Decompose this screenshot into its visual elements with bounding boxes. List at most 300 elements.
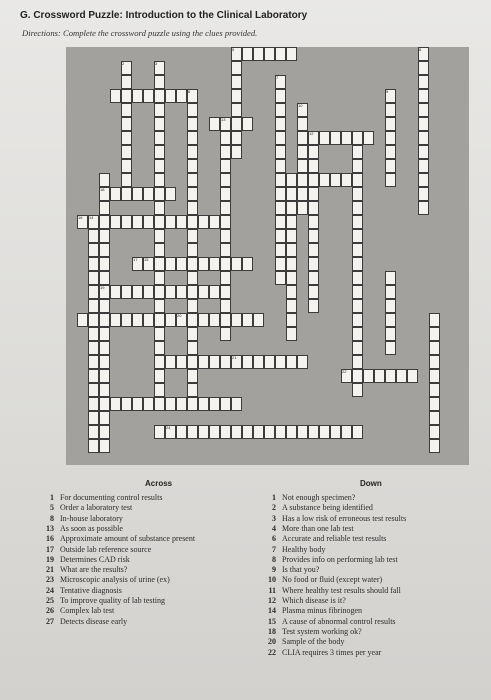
grid-cell[interactable] xyxy=(231,117,242,131)
grid-cell[interactable] xyxy=(121,313,132,327)
grid-cell[interactable] xyxy=(374,369,385,383)
grid-cell[interactable] xyxy=(275,159,286,173)
grid-cell[interactable] xyxy=(154,425,165,439)
grid-cell[interactable] xyxy=(154,341,165,355)
grid-cell[interactable] xyxy=(176,89,187,103)
grid-cell[interactable] xyxy=(187,257,198,271)
grid-cell[interactable] xyxy=(99,425,110,439)
grid-cell[interactable] xyxy=(99,299,110,313)
grid-cell[interactable] xyxy=(275,47,286,61)
grid-cell[interactable] xyxy=(88,327,99,341)
grid-cell[interactable] xyxy=(396,369,407,383)
grid-cell[interactable] xyxy=(187,355,198,369)
grid-cell[interactable] xyxy=(121,215,132,229)
grid-cell[interactable] xyxy=(429,439,440,453)
grid-cell[interactable] xyxy=(132,313,143,327)
grid-cell[interactable] xyxy=(385,271,396,285)
grid-cell[interactable] xyxy=(99,397,110,411)
grid-cell[interactable] xyxy=(308,173,319,187)
grid-cell[interactable] xyxy=(187,425,198,439)
grid-cell[interactable] xyxy=(132,285,143,299)
grid-cell[interactable] xyxy=(286,425,297,439)
grid-cell[interactable] xyxy=(352,145,363,159)
grid-cell[interactable] xyxy=(253,355,264,369)
grid-cell[interactable] xyxy=(99,313,110,327)
grid-cell[interactable] xyxy=(341,173,352,187)
grid-cell[interactable] xyxy=(143,187,154,201)
grid-cell[interactable] xyxy=(220,187,231,201)
grid-cell[interactable] xyxy=(275,187,286,201)
grid-cell[interactable] xyxy=(253,47,264,61)
grid-cell[interactable] xyxy=(187,173,198,187)
grid-cell[interactable] xyxy=(275,355,286,369)
grid-cell[interactable] xyxy=(220,285,231,299)
grid-cell[interactable] xyxy=(176,355,187,369)
grid-cell[interactable] xyxy=(220,201,231,215)
grid-cell[interactable] xyxy=(297,117,308,131)
grid-cell[interactable] xyxy=(121,75,132,89)
grid-cell[interactable] xyxy=(121,131,132,145)
grid-cell[interactable] xyxy=(77,313,88,327)
grid-cell[interactable] xyxy=(231,61,242,75)
grid-cell[interactable] xyxy=(154,285,165,299)
grid-cell[interactable] xyxy=(429,355,440,369)
grid-cell[interactable] xyxy=(143,285,154,299)
grid-cell[interactable] xyxy=(187,145,198,159)
grid-cell[interactable] xyxy=(187,341,198,355)
grid-cell[interactable] xyxy=(231,75,242,89)
grid-cell[interactable] xyxy=(143,397,154,411)
grid-cell[interactable] xyxy=(275,201,286,215)
grid-cell[interactable] xyxy=(176,425,187,439)
grid-cell[interactable] xyxy=(187,117,198,131)
grid-cell[interactable] xyxy=(242,257,253,271)
grid-cell[interactable] xyxy=(88,285,99,299)
grid-cell[interactable] xyxy=(286,47,297,61)
grid-cell[interactable] xyxy=(88,411,99,425)
grid-cell[interactable] xyxy=(121,173,132,187)
grid-cell[interactable] xyxy=(220,145,231,159)
grid-cell[interactable] xyxy=(352,285,363,299)
grid-cell[interactable] xyxy=(429,327,440,341)
grid-cell[interactable] xyxy=(220,397,231,411)
grid-cell[interactable] xyxy=(429,383,440,397)
grid-cell[interactable] xyxy=(88,313,99,327)
grid-cell[interactable] xyxy=(143,313,154,327)
grid-cell[interactable] xyxy=(385,173,396,187)
grid-cell[interactable] xyxy=(385,285,396,299)
grid-cell[interactable] xyxy=(275,131,286,145)
grid-cell[interactable] xyxy=(154,271,165,285)
grid-cell[interactable] xyxy=(154,145,165,159)
grid-cell[interactable] xyxy=(154,299,165,313)
grid-cell[interactable] xyxy=(264,355,275,369)
grid-cell[interactable] xyxy=(308,257,319,271)
grid-cell[interactable] xyxy=(275,145,286,159)
grid-cell[interactable] xyxy=(231,257,242,271)
grid-cell[interactable] xyxy=(363,369,374,383)
grid-cell[interactable] xyxy=(187,201,198,215)
grid-cell[interactable] xyxy=(165,313,176,327)
grid-cell[interactable] xyxy=(275,243,286,257)
grid-cell[interactable] xyxy=(352,229,363,243)
grid-cell[interactable] xyxy=(242,355,253,369)
grid-cell[interactable] xyxy=(275,257,286,271)
grid-cell[interactable] xyxy=(154,215,165,229)
grid-cell[interactable] xyxy=(187,369,198,383)
grid-cell[interactable] xyxy=(352,313,363,327)
grid-cell[interactable] xyxy=(110,89,121,103)
grid-cell[interactable] xyxy=(165,215,176,229)
grid-cell[interactable] xyxy=(99,257,110,271)
grid-cell[interactable] xyxy=(187,383,198,397)
grid-cell[interactable] xyxy=(220,271,231,285)
grid-cell[interactable] xyxy=(341,425,352,439)
grid-cell[interactable] xyxy=(385,299,396,313)
grid-cell[interactable] xyxy=(231,131,242,145)
grid-cell[interactable] xyxy=(385,369,396,383)
grid-cell[interactable] xyxy=(165,285,176,299)
grid-cell[interactable] xyxy=(308,187,319,201)
grid-cell[interactable] xyxy=(110,285,121,299)
grid-cell[interactable] xyxy=(143,215,154,229)
grid-cell[interactable] xyxy=(121,103,132,117)
grid-cell[interactable] xyxy=(198,425,209,439)
grid-cell[interactable] xyxy=(99,215,110,229)
grid-cell[interactable] xyxy=(385,131,396,145)
grid-cell[interactable] xyxy=(286,243,297,257)
grid-cell[interactable] xyxy=(154,75,165,89)
grid-cell[interactable] xyxy=(99,341,110,355)
grid-cell[interactable] xyxy=(385,103,396,117)
grid-cell[interactable] xyxy=(242,47,253,61)
grid-cell[interactable] xyxy=(286,215,297,229)
grid-cell[interactable] xyxy=(385,327,396,341)
grid-cell[interactable] xyxy=(99,229,110,243)
grid-cell[interactable] xyxy=(418,201,429,215)
grid-cell[interactable] xyxy=(154,355,165,369)
grid-cell[interactable] xyxy=(352,271,363,285)
grid-cell[interactable] xyxy=(143,89,154,103)
grid-cell[interactable] xyxy=(286,187,297,201)
grid-cell[interactable] xyxy=(385,117,396,131)
grid-cell[interactable] xyxy=(407,369,418,383)
grid-cell[interactable] xyxy=(154,173,165,187)
grid-cell[interactable] xyxy=(308,299,319,313)
grid-cell[interactable] xyxy=(418,89,429,103)
grid-cell[interactable] xyxy=(231,103,242,117)
grid-cell[interactable] xyxy=(308,285,319,299)
grid-cell[interactable] xyxy=(187,159,198,173)
grid-cell[interactable] xyxy=(286,173,297,187)
grid-cell[interactable] xyxy=(418,117,429,131)
grid-cell[interactable] xyxy=(220,215,231,229)
grid-cell[interactable] xyxy=(154,257,165,271)
grid-cell[interactable] xyxy=(176,257,187,271)
grid-cell[interactable] xyxy=(275,173,286,187)
grid-cell[interactable] xyxy=(88,229,99,243)
grid-cell[interactable] xyxy=(220,257,231,271)
grid-cell[interactable] xyxy=(352,383,363,397)
grid-cell[interactable] xyxy=(286,299,297,313)
grid-cell[interactable] xyxy=(418,159,429,173)
grid-cell[interactable] xyxy=(187,215,198,229)
grid-cell[interactable] xyxy=(286,257,297,271)
grid-cell[interactable] xyxy=(187,299,198,313)
grid-cell[interactable] xyxy=(121,89,132,103)
grid-cell[interactable] xyxy=(88,257,99,271)
grid-cell[interactable] xyxy=(209,215,220,229)
grid-cell[interactable] xyxy=(187,271,198,285)
grid-cell[interactable] xyxy=(352,201,363,215)
grid-cell[interactable] xyxy=(220,313,231,327)
grid-cell[interactable] xyxy=(308,425,319,439)
grid-cell[interactable] xyxy=(275,103,286,117)
grid-cell[interactable] xyxy=(231,145,242,159)
grid-cell[interactable] xyxy=(88,271,99,285)
grid-cell[interactable] xyxy=(429,341,440,355)
grid-cell[interactable] xyxy=(121,159,132,173)
grid-cell[interactable] xyxy=(154,131,165,145)
grid-cell[interactable] xyxy=(220,355,231,369)
grid-cell[interactable] xyxy=(121,145,132,159)
grid-cell[interactable] xyxy=(330,425,341,439)
grid-cell[interactable] xyxy=(154,313,165,327)
grid-cell[interactable] xyxy=(286,313,297,327)
grid-cell[interactable] xyxy=(187,103,198,117)
grid-cell[interactable] xyxy=(297,187,308,201)
grid-cell[interactable] xyxy=(99,201,110,215)
grid-cell[interactable] xyxy=(231,89,242,103)
grid-cell[interactable] xyxy=(264,425,275,439)
grid-cell[interactable] xyxy=(154,89,165,103)
grid-cell[interactable] xyxy=(176,215,187,229)
grid-cell[interactable] xyxy=(275,89,286,103)
grid-cell[interactable] xyxy=(209,397,220,411)
grid-cell[interactable] xyxy=(220,131,231,145)
grid-cell[interactable] xyxy=(154,369,165,383)
grid-cell[interactable] xyxy=(275,425,286,439)
grid-cell[interactable] xyxy=(209,313,220,327)
grid-cell[interactable] xyxy=(154,117,165,131)
grid-cell[interactable] xyxy=(429,397,440,411)
grid-cell[interactable] xyxy=(198,257,209,271)
grid-cell[interactable] xyxy=(198,397,209,411)
grid-cell[interactable] xyxy=(275,229,286,243)
grid-cell[interactable] xyxy=(187,285,198,299)
grid-cell[interactable] xyxy=(297,355,308,369)
grid-cell[interactable] xyxy=(220,327,231,341)
grid-cell[interactable] xyxy=(429,425,440,439)
grid-cell[interactable] xyxy=(429,411,440,425)
grid-cell[interactable] xyxy=(308,243,319,257)
grid-cell[interactable] xyxy=(275,215,286,229)
grid-cell[interactable] xyxy=(99,383,110,397)
grid-cell[interactable] xyxy=(275,117,286,131)
grid-cell[interactable] xyxy=(110,397,121,411)
grid-cell[interactable] xyxy=(132,215,143,229)
grid-cell[interactable] xyxy=(286,327,297,341)
grid-cell[interactable] xyxy=(341,131,352,145)
grid-cell[interactable] xyxy=(88,243,99,257)
grid-cell[interactable] xyxy=(99,439,110,453)
grid-cell[interactable] xyxy=(231,425,242,439)
grid-cell[interactable] xyxy=(187,397,198,411)
grid-cell[interactable] xyxy=(308,145,319,159)
grid-cell[interactable] xyxy=(352,425,363,439)
grid-cell[interactable] xyxy=(352,257,363,271)
grid-cell[interactable] xyxy=(352,131,363,145)
grid-cell[interactable] xyxy=(187,313,198,327)
grid-cell[interactable] xyxy=(132,187,143,201)
grid-cell[interactable] xyxy=(99,271,110,285)
grid-cell[interactable] xyxy=(209,355,220,369)
grid-cell[interactable] xyxy=(319,131,330,145)
grid-cell[interactable] xyxy=(99,173,110,187)
grid-cell[interactable] xyxy=(165,257,176,271)
grid-cell[interactable] xyxy=(154,383,165,397)
grid-cell[interactable] xyxy=(99,327,110,341)
grid-cell[interactable] xyxy=(418,131,429,145)
grid-cell[interactable] xyxy=(154,229,165,243)
grid-cell[interactable] xyxy=(418,61,429,75)
grid-cell[interactable] xyxy=(110,187,121,201)
grid-cell[interactable] xyxy=(198,355,209,369)
grid-cell[interactable] xyxy=(165,397,176,411)
grid-cell[interactable] xyxy=(385,341,396,355)
grid-cell[interactable] xyxy=(121,285,132,299)
grid-cell[interactable] xyxy=(121,117,132,131)
grid-cell[interactable] xyxy=(352,299,363,313)
grid-cell[interactable] xyxy=(99,355,110,369)
grid-cell[interactable] xyxy=(154,201,165,215)
grid-cell[interactable] xyxy=(352,327,363,341)
grid-cell[interactable] xyxy=(209,117,220,131)
grid-cell[interactable] xyxy=(231,397,242,411)
grid-cell[interactable] xyxy=(154,187,165,201)
grid-cell[interactable] xyxy=(99,369,110,383)
grid-cell[interactable] xyxy=(242,117,253,131)
grid-cell[interactable] xyxy=(352,243,363,257)
grid-cell[interactable] xyxy=(253,313,264,327)
grid-cell[interactable] xyxy=(429,369,440,383)
grid-cell[interactable] xyxy=(154,103,165,117)
grid-cell[interactable] xyxy=(154,159,165,173)
grid-cell[interactable] xyxy=(385,159,396,173)
grid-cell[interactable] xyxy=(88,369,99,383)
grid-cell[interactable] xyxy=(308,201,319,215)
grid-cell[interactable] xyxy=(363,131,374,145)
grid-cell[interactable] xyxy=(385,145,396,159)
grid-cell[interactable] xyxy=(209,257,220,271)
grid-cell[interactable] xyxy=(110,313,121,327)
grid-cell[interactable] xyxy=(253,425,264,439)
grid-cell[interactable] xyxy=(176,285,187,299)
grid-cell[interactable] xyxy=(319,173,330,187)
grid-cell[interactable] xyxy=(99,243,110,257)
grid-cell[interactable] xyxy=(154,397,165,411)
grid-cell[interactable] xyxy=(286,229,297,243)
grid-cell[interactable] xyxy=(231,313,242,327)
grid-cell[interactable] xyxy=(165,187,176,201)
grid-cell[interactable] xyxy=(88,383,99,397)
grid-cell[interactable] xyxy=(88,397,99,411)
grid-cell[interactable] xyxy=(220,243,231,257)
grid-cell[interactable] xyxy=(429,313,440,327)
grid-cell[interactable] xyxy=(99,411,110,425)
grid-cell[interactable] xyxy=(209,285,220,299)
grid-cell[interactable] xyxy=(286,271,297,285)
grid-cell[interactable] xyxy=(110,215,121,229)
grid-cell[interactable] xyxy=(88,425,99,439)
grid-cell[interactable] xyxy=(165,89,176,103)
grid-cell[interactable] xyxy=(88,355,99,369)
grid-cell[interactable] xyxy=(330,131,341,145)
grid-cell[interactable] xyxy=(198,215,209,229)
grid-cell[interactable] xyxy=(176,397,187,411)
grid-cell[interactable] xyxy=(154,327,165,341)
grid-cell[interactable] xyxy=(220,299,231,313)
grid-cell[interactable] xyxy=(286,201,297,215)
grid-cell[interactable] xyxy=(297,173,308,187)
grid-cell[interactable] xyxy=(308,229,319,243)
grid-cell[interactable] xyxy=(187,327,198,341)
grid-cell[interactable] xyxy=(187,131,198,145)
grid-cell[interactable] xyxy=(418,75,429,89)
grid-cell[interactable] xyxy=(418,173,429,187)
grid-cell[interactable] xyxy=(198,285,209,299)
grid-cell[interactable] xyxy=(187,229,198,243)
grid-cell[interactable] xyxy=(187,187,198,201)
grid-cell[interactable] xyxy=(297,131,308,145)
grid-cell[interactable] xyxy=(297,425,308,439)
grid-cell[interactable] xyxy=(418,145,429,159)
grid-cell[interactable] xyxy=(352,215,363,229)
grid-cell[interactable] xyxy=(209,425,220,439)
grid-cell[interactable] xyxy=(308,159,319,173)
grid-cell[interactable] xyxy=(286,285,297,299)
grid-cell[interactable] xyxy=(275,271,286,285)
grid-cell[interactable] xyxy=(352,159,363,173)
grid-cell[interactable] xyxy=(385,313,396,327)
grid-cell[interactable] xyxy=(121,187,132,201)
grid-cell[interactable] xyxy=(88,299,99,313)
grid-cell[interactable] xyxy=(121,397,132,411)
grid-cell[interactable] xyxy=(418,187,429,201)
grid-cell[interactable] xyxy=(297,145,308,159)
grid-cell[interactable] xyxy=(165,355,176,369)
grid-cell[interactable] xyxy=(220,425,231,439)
grid-cell[interactable] xyxy=(352,187,363,201)
grid-cell[interactable] xyxy=(154,243,165,257)
grid-cell[interactable] xyxy=(220,173,231,187)
grid-cell[interactable] xyxy=(308,271,319,285)
grid-cell[interactable] xyxy=(418,103,429,117)
grid-cell[interactable] xyxy=(220,159,231,173)
grid-cell[interactable] xyxy=(220,229,231,243)
grid-cell[interactable] xyxy=(330,173,341,187)
grid-cell[interactable] xyxy=(132,397,143,411)
grid-cell[interactable] xyxy=(264,47,275,61)
grid-cell[interactable] xyxy=(308,215,319,229)
grid-cell[interactable] xyxy=(352,173,363,187)
grid-cell[interactable] xyxy=(352,341,363,355)
grid-cell[interactable] xyxy=(198,313,209,327)
grid-cell[interactable] xyxy=(88,439,99,453)
grid-cell[interactable] xyxy=(297,201,308,215)
grid-cell[interactable] xyxy=(286,355,297,369)
grid-cell[interactable] xyxy=(132,89,143,103)
